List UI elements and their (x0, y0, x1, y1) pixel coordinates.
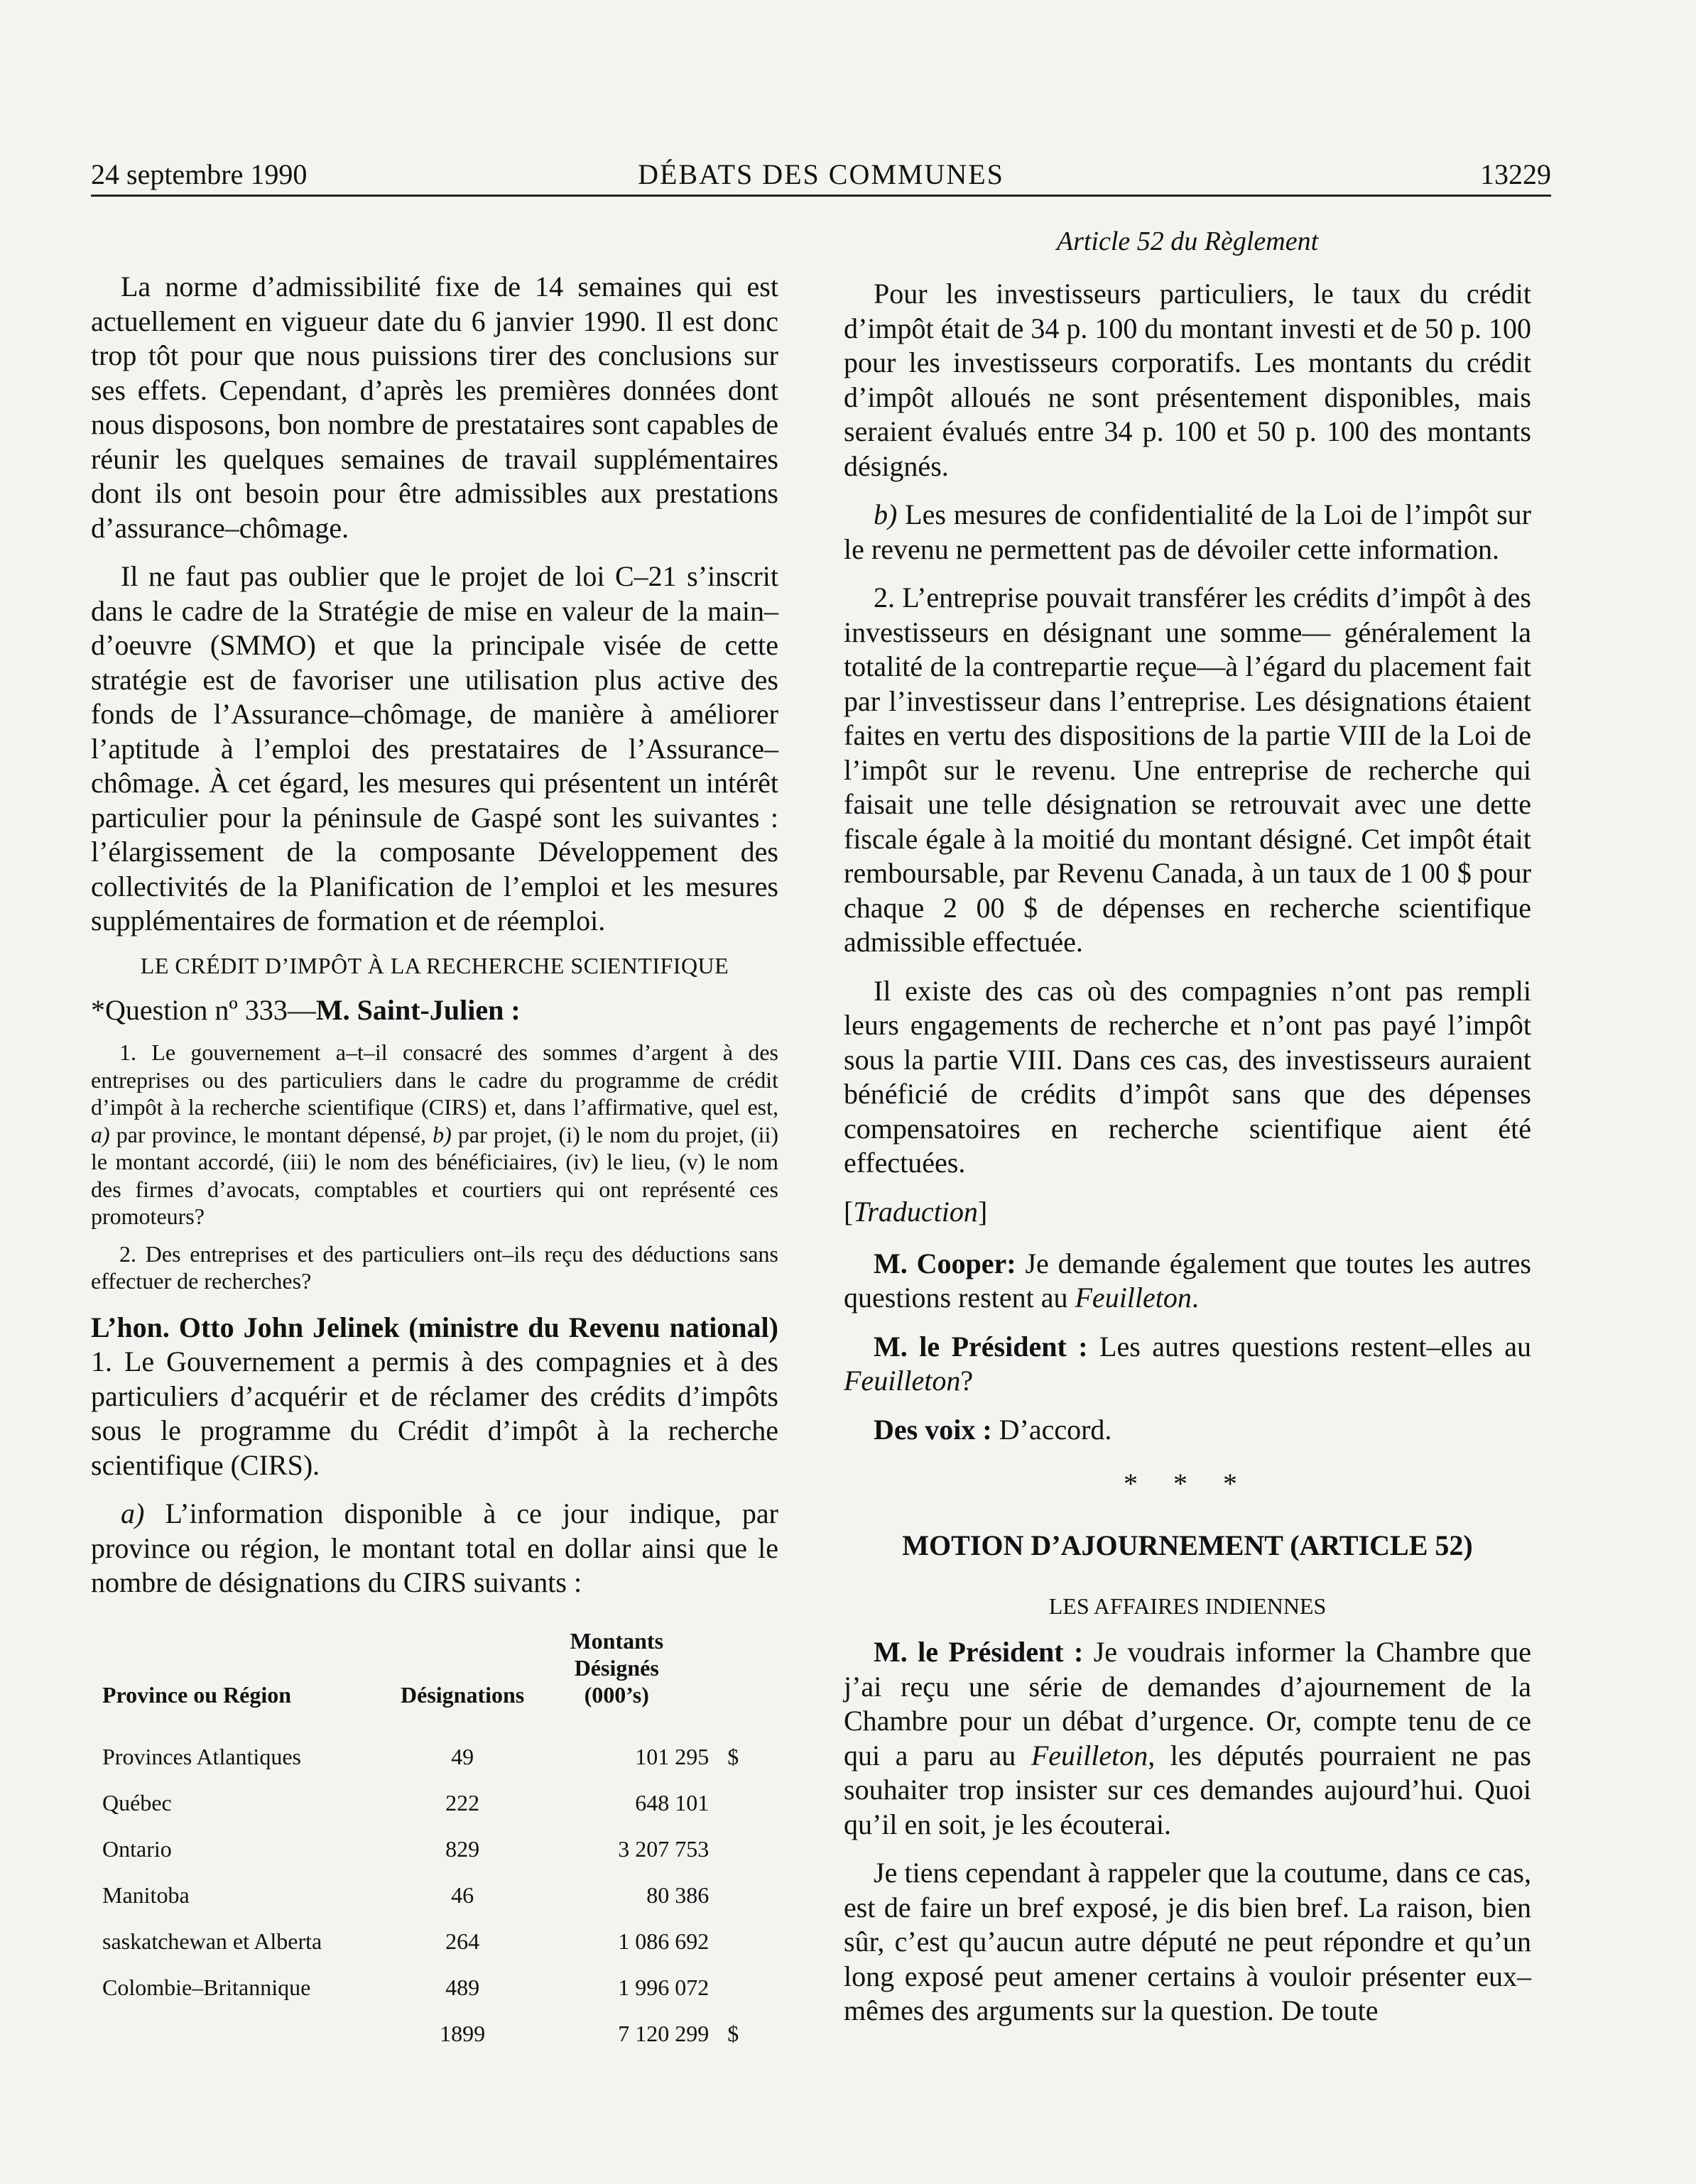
speaker-name: L’hon. Otto John Jelinek (ministre du Revenu national) (91, 1311, 778, 1343)
paragraph: La norme d’admissibilité fixe de 14 semaines qui est actuellement en vigueur date du 6 janvier 1990. Il est donc trop tôt pour que nous puissions tirer des conclusions sur ses effets. Cependant, d’après les premières données dont nous disposons, bon nombre de prestataires sont capables de réunir les quelques semaines de travail supplémentaires dont ils ont besoin pour être admissibles aux prestations d’assurance–chômage. (91, 271, 778, 544)
paragraph: M. Cooper: Je demande également que toutes les autres questions restent au Feuilleton. (844, 1247, 1531, 1314)
table-total-row: 1899 7 120 299 $ (440, 2020, 739, 2046)
cirs-table (91, 1627, 754, 2057)
question-heading (91, 993, 778, 1028)
translation-note: [Traduction] (844, 1195, 988, 1228)
table-row: saskatchewan et Alberta 264 1 086 692 (102, 1928, 710, 1954)
paragraph: M. le Président : Les autres questions restent–elles au Feuilleton? (844, 1330, 1531, 1397)
table-row: Ontario 829 3 207 753 (102, 1835, 710, 1862)
table-row: Provinces Atlantiques 49 101 295 $ (102, 1743, 739, 1769)
page-number: 13229 (1480, 158, 1551, 190)
table-row: Manitoba 46 80 386 (102, 1882, 710, 1908)
question-number: *Question nº 333— (91, 993, 316, 1026)
table-row: Colombie–Britannique 489 1 996 072 (102, 1974, 710, 2000)
speaker-name: M. Cooper: (874, 1247, 1016, 1279)
paragraph: b) Les mesures de confidentialité de la Loi de l’impôt sur le revenu ne permettent pas de dévoiler cette information. (844, 498, 1531, 565)
paragraph: Il ne faut pas oublier que le projet de loi C–21 s’inscrit dans le cadre de la Stratégie de mise en valeur de la main–d’oeuvre (SMMO) et que la principale visée de cette stratégie est de favoriser une utilisation plus active des fonds de l’Assurance–chômage, de manière à améliorer l’aptitude à l’emploi des prestataires de l’Assurance–chômage. À cet égard, les mesures qui présentent un intérêt particulier pour la péninsule de Gaspé sont les suivantes : l’élargissement de la composante Développement des collectivités de la Planification de l’emploi et les mesures supplémentaires de formation et de réemploi. (91, 560, 778, 937)
speaker-name: Des voix : (874, 1413, 992, 1446)
paragraph: Je tiens cependant à rappeler que la coutume, dans ce cas, est de faire un bref exposé, je dis bien bref. La raison, bien sûr, c’est qu’aucun autre député ne peut répondre et qu’un long exposé peut amener certains à vouloir présenter eux–mêmes des arguments sur la question. De toute (844, 1857, 1531, 2026)
header-title: DÉBATS DES COMMUNES (638, 158, 1004, 190)
column-header: Désignations (401, 1681, 525, 1708)
article-heading: Article 52 du Règlement (1056, 226, 1319, 256)
speaker-name: M. le Président : (874, 1330, 1088, 1363)
subsection-heading: LES AFFAIRES INDIENNES (1048, 1593, 1327, 1619)
left-column (91, 270, 778, 2057)
section-separator: * * * (1124, 1468, 1251, 1500)
answer-paragraph: L’hon. Otto John Jelinek (ministre du Revenu national) 1. Le Gouvernement a permis à des compagnies et à des particuliers d’acquérir et de réclamer des crédits d’impôts sous le programme du Crédit d’impôt à la recherche scientifique (CIRS). (91, 1311, 778, 1481)
question-text: 2. Des entreprises et des particuliers ont–ils reçu des déductions sans effectuer de recherches? (91, 1240, 778, 1294)
section-heading: LE CRÉDIT D’IMPÔT À LA RECHERCHE SCIENTIFIQUE (140, 952, 729, 978)
paragraph: a) L’information disponible à ce jour indique, par province ou région, le montant total en dollar ainsi que le nombre de désignations du CIRS suivants : (91, 1497, 778, 1598)
table-row: Québec 222 648 101 (102, 1789, 710, 1816)
paragraph: Des voix : D’accord. (874, 1413, 1112, 1446)
paragraph: M. le Président : Je voudrais informer la Chambre que j’ai reçu une série de demandes d’ajournement de la Chambre pour un débat d’urgence. Or, compte tenu de ce qui a paru au Feuilleton, les députés pourraient ne pas souhaiter trop insister sur ces demandes aujourd’hui. Quoi qu’il en soit, je les écouterai. (844, 1636, 1531, 1840)
paragraph: 2. L’entreprise pouvait transférer les crédits d’impôt à des investisseurs en désignant une somme— généralement la totalité de la contrepartie reçue—à l’égard du placement fait par l’investisseur dans l’entreprise. Les désignations étaient faites en vertu des dispositions de la partie VIII de la Loi de l’impôt sur le revenu. Une entreprise de recherche qui faisait une telle désignation se retrouvait avec une dette fiscale égale à la moitié du montant désigné. Cet impôt était remboursable, par Revenu Canada, à un taux de 1 00 $ pour chaque 2 00 $ de dépenses en recherche scientifique admissible effectuée. (844, 582, 1531, 958)
paragraph: Il existe des cas où des compagnies n’ont pas rempli leurs engagements de recherche et n’ont pas payé l’impôt sous la partie VIII. Dans ces cas, des investisseurs auraient bénéficié de crédits d’impôt sans que des dépenses compensatoires en recherche scientifique aient été effectuées. (844, 974, 1531, 1179)
column-header: Province ou Région (102, 1681, 292, 1708)
question-text: 1. Le gouvernement a–t–il consacré des sommes d’argent à des entreprises ou des particuliers dans le cadre du programme de crédit d’impôt à la recherche scientifique (CIRS) et, dans l’affirmative, quel est, a) par province, le montant dépensé, b) par projet, (i) le nom du projet, (ii) le montant accordé, (iii) le nom des bénéficiaires, (iv) le lieu, (v) le nom des firmes d’avocats, comptables et courtiers qui ont représenté ces promoteurs? (91, 1039, 778, 1229)
section-heading: MOTION D’AJOURNEMENT (ARTICLE 52) (902, 1529, 1473, 1561)
question-member: M. Saint-Julien : (315, 993, 521, 1026)
column-header: Montants Désignés (000’s) (570, 1627, 664, 1708)
paragraph: Pour les investisseurs particuliers, le taux du crédit d’impôt était de 34 p. 100 du montant investi et de 50 p. 100 pour les investisseurs corporatifs. Les montants du crédit d’impôt alloués ne sont présentement disponibles, mais seraient évalués entre 34 p. 100 et 50 p. 100 des montants désignés. (844, 278, 1531, 482)
right-column (844, 226, 1531, 2043)
page-header (91, 152, 1551, 197)
speaker-name: M. le Président : (874, 1636, 1084, 1668)
header-date: 24 septembre 1990 (91, 158, 308, 190)
